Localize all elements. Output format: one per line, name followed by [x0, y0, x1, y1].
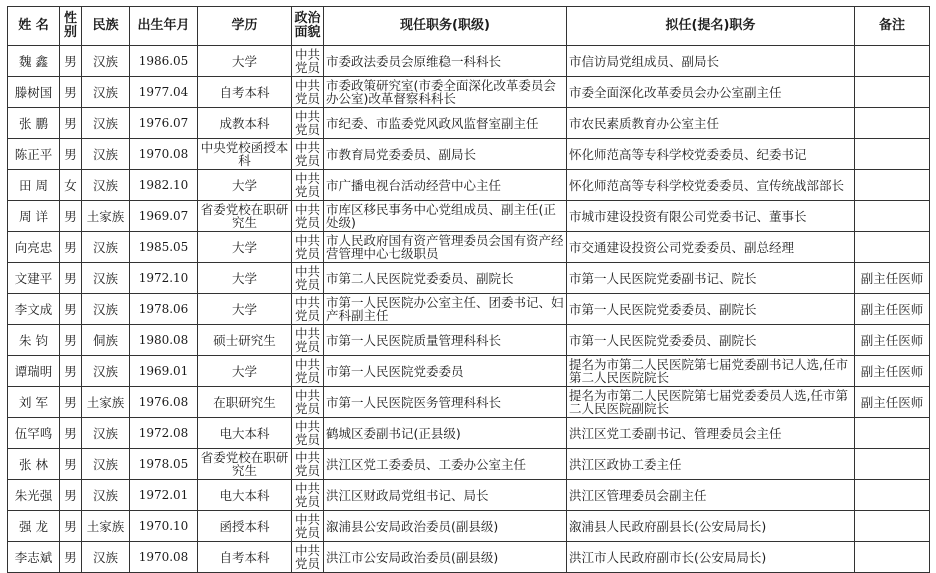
cell-current-position: 洪江市公安局政治委员(副县级)	[324, 542, 567, 573]
cell-gender: 男	[60, 356, 82, 387]
cell-birth: 1970.08	[130, 139, 198, 170]
cell-education: 在职研究生	[198, 387, 292, 418]
cell-political: 中共党员	[292, 356, 324, 387]
table-row	[8, 387, 930, 418]
cell-proposed-position: 洪江区政协工委主任	[567, 449, 855, 480]
cell-name: 李文成	[8, 294, 60, 325]
cell-education: 电大本科	[198, 480, 292, 511]
cell-gender: 男	[60, 294, 82, 325]
cell-gender: 男	[60, 77, 82, 108]
cell-ethnicity: 汉族	[82, 170, 130, 201]
table-row	[8, 418, 930, 449]
cell-remark	[855, 77, 930, 108]
cell-political: 中共党员	[292, 232, 324, 263]
header-row	[8, 7, 930, 46]
cell-proposed-position: 市第一人民医院党委委员、副院长	[567, 294, 855, 325]
cell-name: 田 周	[8, 170, 60, 201]
cell-birth: 1970.08	[130, 542, 198, 573]
cell-gender: 男	[60, 325, 82, 356]
cell-political: 中共党员	[292, 449, 324, 480]
cell-proposed-position: 市信访局党组成员、副局长	[567, 46, 855, 77]
cell-gender: 男	[60, 418, 82, 449]
cell-current-position: 市库区移民事务中心党组成员、副主任(正处级)	[324, 201, 567, 232]
cell-education: 成教本科	[198, 108, 292, 139]
cell-remark	[855, 511, 930, 542]
cell-proposed-position: 市第一人民医院党委副书记、院长	[567, 263, 855, 294]
cell-remark	[855, 108, 930, 139]
cell-ethnicity: 汉族	[82, 232, 130, 263]
cell-gender: 男	[60, 449, 82, 480]
header-gender: 性别	[60, 7, 82, 46]
cell-political: 中共党员	[292, 139, 324, 170]
cell-ethnicity: 土家族	[82, 511, 130, 542]
table-row	[8, 170, 930, 201]
cell-proposed-position: 市第一人民医院党委委员、副院长	[567, 325, 855, 356]
cell-proposed-position: 洪江区管理委员会副主任	[567, 480, 855, 511]
cell-political: 中共党员	[292, 387, 324, 418]
cell-current-position: 市第一人民医院党委委员	[324, 356, 567, 387]
cell-proposed-position: 市委全面深化改革委员会办公室副主任	[567, 77, 855, 108]
table-row	[8, 108, 930, 139]
table-row	[8, 511, 930, 542]
cell-birth: 1969.01	[130, 356, 198, 387]
header-political: 政治面貌	[292, 7, 324, 46]
cell-gender: 男	[60, 387, 82, 418]
table-row	[8, 325, 930, 356]
cell-remark	[855, 480, 930, 511]
header-name: 姓 名	[8, 7, 60, 46]
cell-remark	[855, 449, 930, 480]
cell-name: 周 详	[8, 201, 60, 232]
cell-ethnicity: 汉族	[82, 542, 130, 573]
cell-education: 硕士研究生	[198, 325, 292, 356]
cell-political: 中共党员	[292, 480, 324, 511]
table-row	[8, 542, 930, 573]
cell-birth: 1982.10	[130, 170, 198, 201]
cell-remark: 副主任医师	[855, 263, 930, 294]
cell-gender: 男	[60, 139, 82, 170]
cell-ethnicity: 土家族	[82, 387, 130, 418]
cell-ethnicity: 土家族	[82, 201, 130, 232]
cell-name: 文建平	[8, 263, 60, 294]
cell-birth: 1972.01	[130, 480, 198, 511]
cell-current-position: 市教育局党委委员、副局长	[324, 139, 567, 170]
cell-birth: 1978.05	[130, 449, 198, 480]
cell-political: 中共党员	[292, 108, 324, 139]
cell-education: 大学	[198, 263, 292, 294]
cell-proposed-position: 洪江区党工委副书记、管理委员会主任	[567, 418, 855, 449]
cell-ethnicity: 汉族	[82, 46, 130, 77]
cell-birth: 1972.08	[130, 418, 198, 449]
cell-name: 张 鹏	[8, 108, 60, 139]
table-row	[8, 46, 930, 77]
cell-education: 电大本科	[198, 418, 292, 449]
cell-political: 中共党员	[292, 263, 324, 294]
cell-birth: 1976.08	[130, 387, 198, 418]
cell-name: 谭瑞明	[8, 356, 60, 387]
cell-political: 中共党员	[292, 46, 324, 77]
cell-proposed-position: 提名为市第二人民医院第七届党委委员人选,任市第二人民医院副院长	[567, 387, 855, 418]
cell-remark	[855, 46, 930, 77]
cell-gender: 男	[60, 511, 82, 542]
cell-current-position: 市第一人民医院质量管理科科长	[324, 325, 567, 356]
cell-birth: 1986.05	[130, 46, 198, 77]
cell-current-position: 溆浦县公安局政治委员(副县级)	[324, 511, 567, 542]
cell-remark	[855, 418, 930, 449]
cell-birth: 1970.10	[130, 511, 198, 542]
table-row	[8, 263, 930, 294]
cell-education: 省委党校在职研究生	[198, 449, 292, 480]
cell-education: 自考本科	[198, 77, 292, 108]
cell-name: 张 林	[8, 449, 60, 480]
cell-ethnicity: 汉族	[82, 108, 130, 139]
header-current-position: 现任职务(职级)	[324, 7, 567, 46]
cell-proposed-position: 怀化师范高等专科学校党委委员、纪委书记	[567, 139, 855, 170]
cell-birth: 1978.06	[130, 294, 198, 325]
cell-current-position: 市广播电视台活动经营中心主任	[324, 170, 567, 201]
cell-remark	[855, 542, 930, 573]
cell-current-position: 市第一人民医院办公室主任、团委书记、妇产科副主任	[324, 294, 567, 325]
table-row	[8, 356, 930, 387]
cell-remark: 副主任医师	[855, 325, 930, 356]
cell-current-position: 市第一人民医院医务管理科科长	[324, 387, 567, 418]
cell-ethnicity: 汉族	[82, 418, 130, 449]
cell-proposed-position: 提名为市第二人民医院第七届党委副书记人选,任市第二人民医院院长	[567, 356, 855, 387]
cell-remark: 副主任医师	[855, 387, 930, 418]
table-row	[8, 449, 930, 480]
cell-birth: 1980.08	[130, 325, 198, 356]
cell-proposed-position: 市城市建设投资有限公司党委书记、董事长	[567, 201, 855, 232]
cell-current-position: 洪江区财政局党组书记、局长	[324, 480, 567, 511]
cell-political: 中共党员	[292, 511, 324, 542]
appointment-table	[7, 6, 930, 573]
cell-political: 中共党员	[292, 325, 324, 356]
table-row	[8, 232, 930, 263]
cell-ethnicity: 汉族	[82, 263, 130, 294]
cell-name: 强 龙	[8, 511, 60, 542]
cell-remark	[855, 170, 930, 201]
cell-political: 中共党员	[292, 77, 324, 108]
cell-remark: 副主任医师	[855, 294, 930, 325]
cell-ethnicity: 汉族	[82, 77, 130, 108]
appointment-table-container	[7, 6, 930, 573]
cell-education: 大学	[198, 46, 292, 77]
cell-name: 陈正平	[8, 139, 60, 170]
cell-political: 中共党员	[292, 201, 324, 232]
cell-education: 省委党校在职研究生	[198, 201, 292, 232]
cell-gender: 男	[60, 263, 82, 294]
cell-name: 伍罕鸣	[8, 418, 60, 449]
table-row	[8, 139, 930, 170]
table-body	[8, 46, 930, 573]
cell-ethnicity: 侗族	[82, 325, 130, 356]
cell-proposed-position: 怀化师范高等专科学校党委委员、宣传统战部部长	[567, 170, 855, 201]
cell-education: 大学	[198, 356, 292, 387]
header-proposed-position: 拟任(提名)职务	[567, 7, 855, 46]
cell-gender: 男	[60, 46, 82, 77]
cell-birth: 1972.10	[130, 263, 198, 294]
table-row	[8, 201, 930, 232]
cell-name: 朱 钧	[8, 325, 60, 356]
header-remark: 备注	[855, 7, 930, 46]
cell-name: 魏 鑫	[8, 46, 60, 77]
cell-remark	[855, 232, 930, 263]
cell-proposed-position: 市农民素质教育办公室主任	[567, 108, 855, 139]
cell-name: 向亮忠	[8, 232, 60, 263]
cell-current-position: 洪江区党工委委员、工委办公室主任	[324, 449, 567, 480]
cell-ethnicity: 汉族	[82, 139, 130, 170]
cell-current-position: 鹤城区委副书记(正县级)	[324, 418, 567, 449]
cell-remark: 副主任医师	[855, 356, 930, 387]
cell-name: 李志斌	[8, 542, 60, 573]
cell-political: 中共党员	[292, 170, 324, 201]
cell-gender: 女	[60, 170, 82, 201]
cell-education: 大学	[198, 294, 292, 325]
cell-gender: 男	[60, 480, 82, 511]
cell-education: 大学	[198, 232, 292, 263]
cell-political: 中共党员	[292, 542, 324, 573]
table-row	[8, 480, 930, 511]
cell-gender: 男	[60, 108, 82, 139]
cell-name: 朱光强	[8, 480, 60, 511]
cell-ethnicity: 汉族	[82, 480, 130, 511]
cell-ethnicity: 汉族	[82, 294, 130, 325]
cell-current-position: 市第二人民医院党委委员、副院长	[324, 263, 567, 294]
cell-education: 大学	[198, 170, 292, 201]
header-education: 学历	[198, 7, 292, 46]
cell-education: 自考本科	[198, 542, 292, 573]
table-row	[8, 77, 930, 108]
cell-proposed-position: 溆浦县人民政府副县长(公安局局长)	[567, 511, 855, 542]
cell-birth: 1976.07	[130, 108, 198, 139]
table-row	[8, 294, 930, 325]
cell-remark	[855, 201, 930, 232]
cell-gender: 男	[60, 201, 82, 232]
cell-gender: 男	[60, 232, 82, 263]
cell-education: 中央党校函授本科	[198, 139, 292, 170]
cell-proposed-position: 市交通建设投资公司党委委员、副总经理	[567, 232, 855, 263]
cell-current-position: 市委政策研究室(市委全面深化改革委员会办公室)改革督察科科长	[324, 77, 567, 108]
cell-remark	[855, 139, 930, 170]
cell-birth: 1969.07	[130, 201, 198, 232]
cell-current-position: 市委政法委员会原维稳一科科长	[324, 46, 567, 77]
cell-ethnicity: 汉族	[82, 449, 130, 480]
cell-political: 中共党员	[292, 294, 324, 325]
cell-proposed-position: 洪江市人民政府副市长(公安局局长)	[567, 542, 855, 573]
cell-ethnicity: 汉族	[82, 356, 130, 387]
cell-birth: 1985.05	[130, 232, 198, 263]
cell-education: 函授本科	[198, 511, 292, 542]
cell-birth: 1977.04	[130, 77, 198, 108]
cell-name: 滕树国	[8, 77, 60, 108]
cell-current-position: 市纪委、市监委党风政风监督室副主任	[324, 108, 567, 139]
cell-political: 中共党员	[292, 418, 324, 449]
cell-current-position: 市人民政府国有资产管理委员会国有资产经营管理中心七级职员	[324, 232, 567, 263]
header-ethnicity: 民族	[82, 7, 130, 46]
cell-name: 刘 军	[8, 387, 60, 418]
header-birth: 出生年月	[130, 7, 198, 46]
cell-gender: 男	[60, 542, 82, 573]
